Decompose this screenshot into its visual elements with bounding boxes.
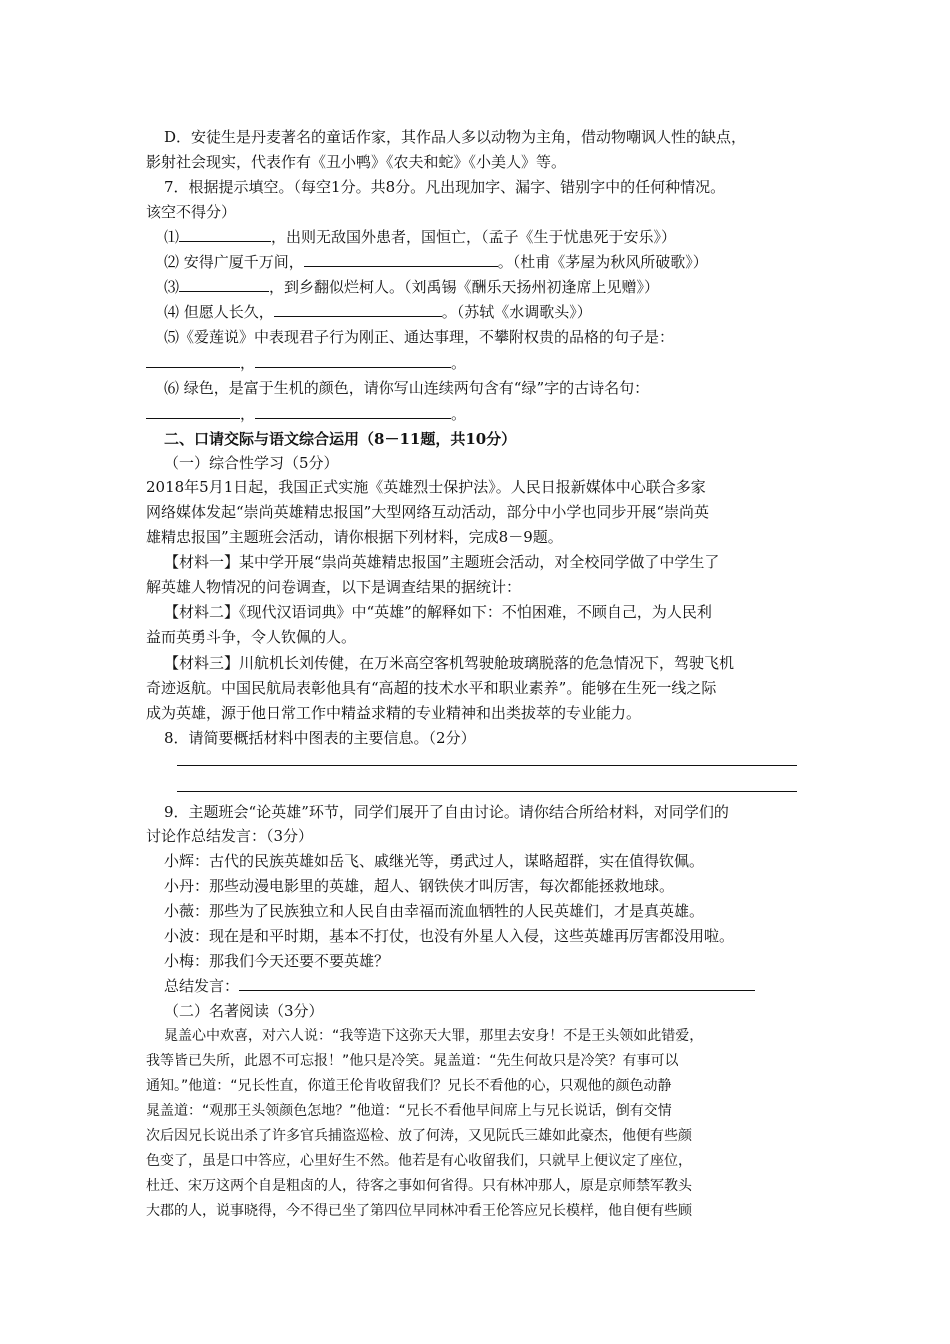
q7-item3-text: ，到乡翻似烂柯人。（刘禹锡《酬乐天扬州初逢席上见赠》）: [269, 278, 660, 296]
q7-blank-4[interactable]: [274, 302, 442, 317]
question-9-line2: 讨论作总结发言：（3分）: [146, 827, 314, 845]
q6-option-d-line1: D．安徒生是丹麦著名的童话作家，其作品人多以动物为主角，借动物嘲讽人性的缺点，: [164, 128, 747, 146]
passage-line: 杜迁、宋万这两个自是粗卤的人，待客之事如何省得。只有林冲那人，原是京师禁军教头: [146, 1178, 692, 1194]
question-9-line1: 9．主题班会“论英雄”环节，同学们展开了自由讨论。请你结合所给材料，对同学们的: [164, 803, 729, 821]
q7-item-5: ⑸《爱莲说》中表现君子行为刚正、通达事理，不攀附权贵的品格的句子是：: [164, 328, 675, 346]
q6-option-d-line2: 影射社会现实，代表作有《丑小鸭》《农夫和蛇》《小美人》等。: [146, 153, 567, 171]
q8-answer-line-1[interactable]: [177, 765, 797, 766]
passage-line: 晁盖道：“观那王头领颜色怎地？”他道：“兄长不看他早间席上与兄长说话，倒有交情: [146, 1103, 672, 1119]
material-2-line1: 【材料二】《现代汉语词典》中“英雄”的解释如下：不怕困难，不顾自己，为人民利: [164, 603, 712, 621]
passage-line: 通知。”他道：“兄长性直，你道王伦肯收留我们？兄长不看他的心，只观他的颜色动静: [146, 1078, 672, 1094]
subsection-1-title: （一）综合性学习（5分）: [164, 454, 339, 472]
passage-line: 色变了，虽是口中答应，心里好生不然。他若是有心收留我们，只就早上便议定了座位，: [146, 1153, 692, 1169]
q7-blank-2[interactable]: [304, 252, 498, 267]
q7-item3-number: ⑶: [164, 278, 180, 296]
q7-item1-number: ⑴: [164, 228, 180, 246]
material-2-line2: 益而英勇斗争，令人钦佩的人。: [146, 628, 357, 646]
summary-row: [164, 975, 755, 997]
comma: ，: [240, 354, 256, 372]
q7-item2-suffix: 。（杜甫《茅屋为秋风所破歌》）: [497, 253, 708, 271]
summary-answer-line[interactable]: [239, 976, 755, 991]
q7-item-6: ⑹ 绿色，是富于生机的颜色，请你写山连续两句含有“绿”字的古诗名句：: [164, 379, 650, 397]
speaker-line: 小梅：那我们今天还要不要英雄？: [164, 952, 390, 970]
speaker-line: 小波：现在是和平时期，基本不打仗，也没有外星人入侵，这些英雄再厉害都没用啦。: [164, 927, 735, 945]
passage-line: 次后因兄长说出杀了许多官兵捕盗巡检、放了何涛，又见阮氏三雄如此豪杰，他便有些颜: [146, 1128, 692, 1144]
material-3-line1: 【材料三】川航机长刘传健，在万米高空客机驾驶舱玻璃脱落的危急情况下，驾驶飞机: [164, 654, 735, 672]
period: 。: [451, 405, 467, 423]
section-2-heading: 二、口请交际与语文综合运用（8－11题，共10分）: [164, 430, 517, 448]
speaker-line: 小丹：那些动漫电影里的英雄，超人、钢铁侠才叫厉害，每次都能拯救地球。: [164, 877, 675, 895]
q7-item-2: [164, 251, 708, 273]
q7-blank-6b[interactable]: [255, 404, 451, 419]
passage-line: 大郡的人，说事晓得，今不得已坐了第四位早同林冲看王伦答应兄长模样，他自便有些顾: [146, 1203, 692, 1219]
question-8: 8．请简要概括材料中图表的主要信息。（2分）: [164, 729, 476, 747]
q7-stem-line2: 该空不得分）: [146, 203, 237, 221]
q7-item-1: [164, 226, 676, 248]
intro-line-2: 网络媒体发起“崇尚英雄精忠报国”大型网络互动活动，部分中小学也同步开展“崇尚英: [146, 503, 710, 521]
material-1-line1: 【材料一】某中学开展“祟尚英雄精忠报国”主题班会活动，对全校同学做了中学生了: [164, 553, 720, 571]
q7-blank-5b[interactable]: [255, 353, 451, 368]
q7-item1-text: ，出则无敌国外患者，国恒亡，（孟子《生于忧患死于安乐》）: [271, 228, 677, 246]
q7-blank-3[interactable]: [179, 277, 269, 292]
q8-answer-line-2[interactable]: [177, 791, 797, 792]
speaker-line: 小薇：那些为了民族独立和人民自由幸福而流血牺牲的人民英雄们，才是真英雄。: [164, 902, 705, 920]
subsection-2-title: （二）名著阅读（3分）: [164, 1002, 324, 1020]
speaker-line: 小辉：古代的民族英雄如岳飞、戚继光等，勇武过人，谋略超群，实在值得钦佩。: [164, 852, 705, 870]
comma: ，: [240, 405, 256, 423]
q7-blank-5a[interactable]: [146, 353, 240, 368]
q7-item4-suffix: 。（苏轼《水调歌头》）: [441, 303, 592, 321]
passage-line: 晁盖心中欢喜，对六人说：“我等造下这弥天大罪，那里去安身！不是王头领如此错爱，: [164, 1028, 704, 1044]
q7-blank-1[interactable]: [179, 227, 271, 242]
passage-line: 我等皆已失所，此恩不可忘报！”他只是冷笑。晁盖道：“先生何故只是冷笑？有事可以: [146, 1053, 679, 1069]
q7-stem-line1: 7．根据提示填空。（每空1分。共8分。凡出现加字、漏字、错别字中的任何种情况。: [164, 178, 726, 196]
summary-label: 总结发言：: [164, 977, 240, 995]
material-3-line3: 成为英雄，源于他日常工作中精益求精的专业精神和出类拔萃的专业能力。: [146, 704, 642, 722]
q7-item4-prefix: ⑷ 但愿人长久，: [164, 303, 274, 321]
q7-item-3: [164, 276, 659, 298]
intro-line-3: 雄精忠报国”主题班会活动，请你根据下列材料，完成8－9题。: [146, 528, 563, 546]
q7-blank-6a[interactable]: [146, 404, 240, 419]
q7-item6-answer: [146, 403, 466, 425]
period: 。: [451, 354, 467, 372]
material-3-line2: 奇迹返航。中国民航局表彰他具有“高超的技术水平和职业素养”。能够在生死一线之际: [146, 679, 717, 697]
intro-line-1: 2018年5月1日起，我国正式实施《英雄烈士保护法》。人民日报新媒体中心联合多家: [146, 478, 706, 496]
q7-item5-answer: [146, 352, 466, 374]
material-1-line2: 解英雄人物情况的问卷调查，以下是调查结果的据统计：: [146, 578, 522, 596]
q7-item-4: [164, 301, 592, 323]
q7-item2-prefix: ⑵ 安得广厦千万间，: [164, 253, 304, 271]
